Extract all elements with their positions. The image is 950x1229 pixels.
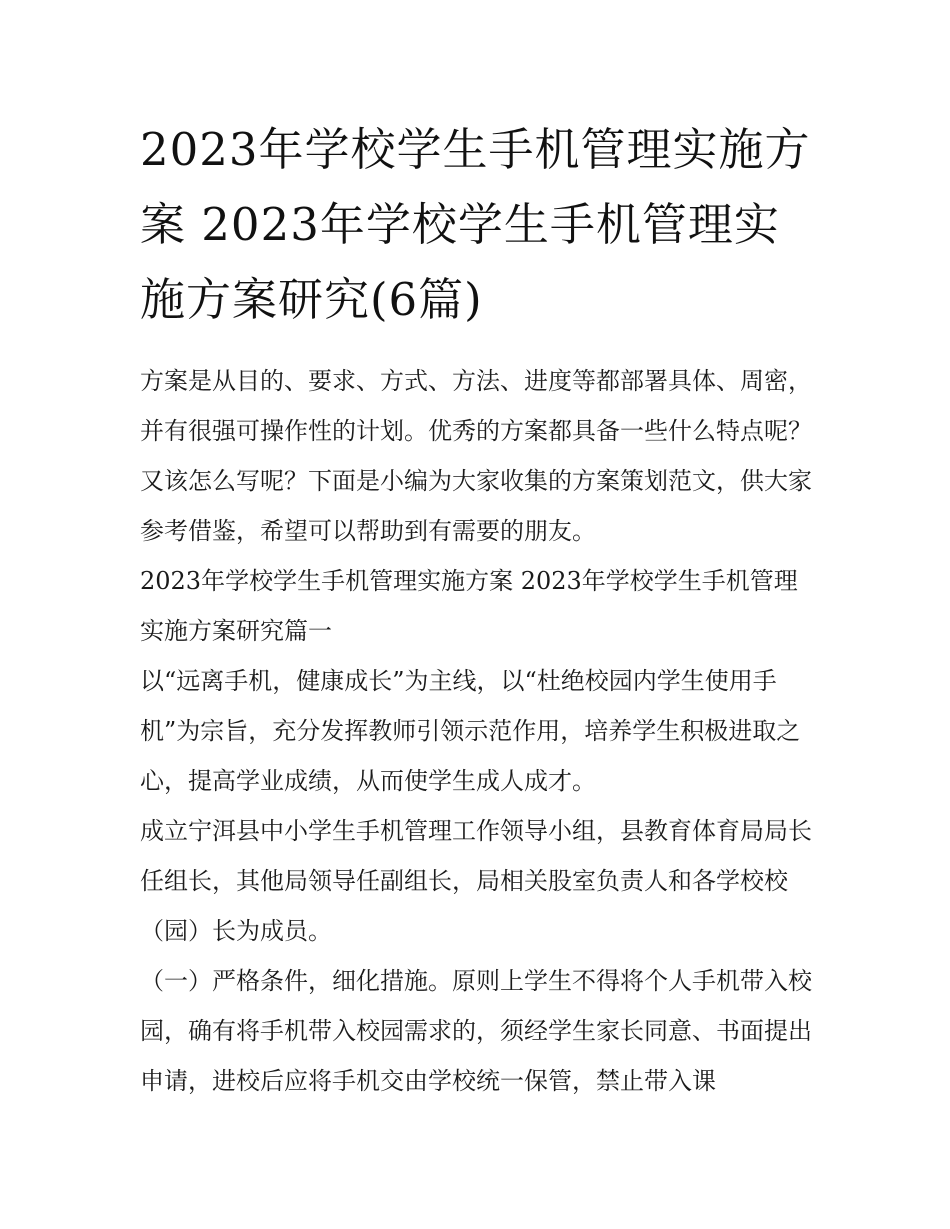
section-heading: 2023年学校学生手机管理实施方案 2023年学校学生手机管理实施方案研究篇一 <box>140 567 798 645</box>
body-paragraph: （一）严格条件，细化措施。原则上学生不得将个人手机带入校园，确有将手机带入校园需求的，须经学生家长同意、书面提出申请，进校后应将手机交由学校统一保管，禁止带入课 <box>140 967 812 1095</box>
document-body <box>140 356 820 1106</box>
intro-paragraph: 方案是从目的、要求、方式、方法、进度等都部署具体、周密，并有很强可操作性的计划。优秀的方案都具备一些什么特点呢？又该怎么写呢？下面是小编为大家收集的方案策划范文，供大家参考借鉴，希望可以帮助到有需要的朋友。 <box>140 367 812 545</box>
body-paragraph: 以“远离手机，健康成长”为主线，以“杜绝校园内学生使用手机”为宗旨，充分发挥教师引领示范作用，培养学生积极进取之心，提高学业成绩，从而使学生成人成才。 <box>140 667 801 795</box>
document-title: 2023年学校学生手机管理实施方案 2023年学校学生手机管理实施方案研究(6篇) <box>140 123 811 326</box>
body-paragraph: 成立宁洱县中小学生手机管理工作领导小组，县教育体育局局长任组长，其他局领导任副组长，局相关股室负责人和各学校校（园）长为成员。 <box>140 817 812 945</box>
